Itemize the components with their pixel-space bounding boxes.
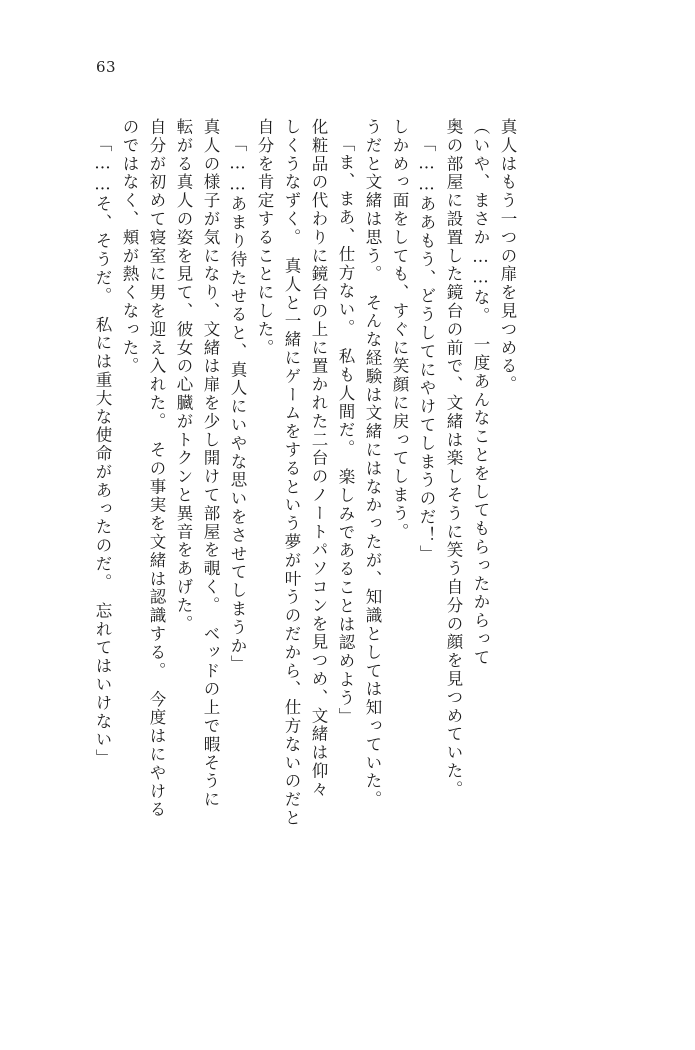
text-column: 真人の様子が気になり、文緒は扉を少し開けて部屋を覗く。 ベッドの上で暇そうに [201, 118, 220, 809]
text-column: 自分が初めて寝室に男を迎え入れた。 その事実を文緒は認識する。 今度はにやける [147, 118, 166, 820]
text-column: 「……そ、そうだ。 私には重大な使命があったのだ。 忘れてはいけない」 [93, 135, 112, 768]
page-number: 63 [96, 58, 117, 76]
text-column: （いや、まさか……な。 一度あんなことをしてもらったからって [471, 118, 490, 667]
text-column: しくうなずく。 真人と一緒にゲームをするという夢が叶うのだから、仕方ないのだと [282, 118, 301, 828]
text-column: 「……ああもう、どうしてにやけてしまうのだ！」 [417, 135, 436, 564]
text-column: 「ま、まあ、仕方ない。 私も人間だ。 楽しみであることは認めよう」 [336, 135, 355, 726]
text-column: うだと文緒は思う。 そんな経験は文緒にはなかったが、知識としては知っていた。 [363, 118, 382, 809]
text-column: 「……あまり待たせると、真人にいやな思いをさせてしまうか」 [228, 135, 247, 674]
text-column: 化粧品の代わりに鏡台の上に置かれた二台のノートパソコンを見つめ、文緒は仰々 [309, 118, 328, 799]
vertical-text-body [83, 118, 613, 948]
text-column: 転がる真人の姿を見て、彼女の心臓がトクンと異音をあげた。 [174, 118, 193, 634]
text-column: のではなく、頬が熱くなった。 [120, 118, 139, 376]
text-column: しかめっ面をしても、すぐに笑顔に戻ってしまう。 [390, 118, 409, 542]
text-column: 真人はもう一つの扉を見つめる。 [498, 118, 517, 394]
text-column: 自分を肯定することにした。 [255, 118, 274, 358]
text-column: 奥の部屋に設置した鏡台の前で、文緒は楽しそうに笑う自分の顔を見つめていた。 [444, 118, 463, 799]
